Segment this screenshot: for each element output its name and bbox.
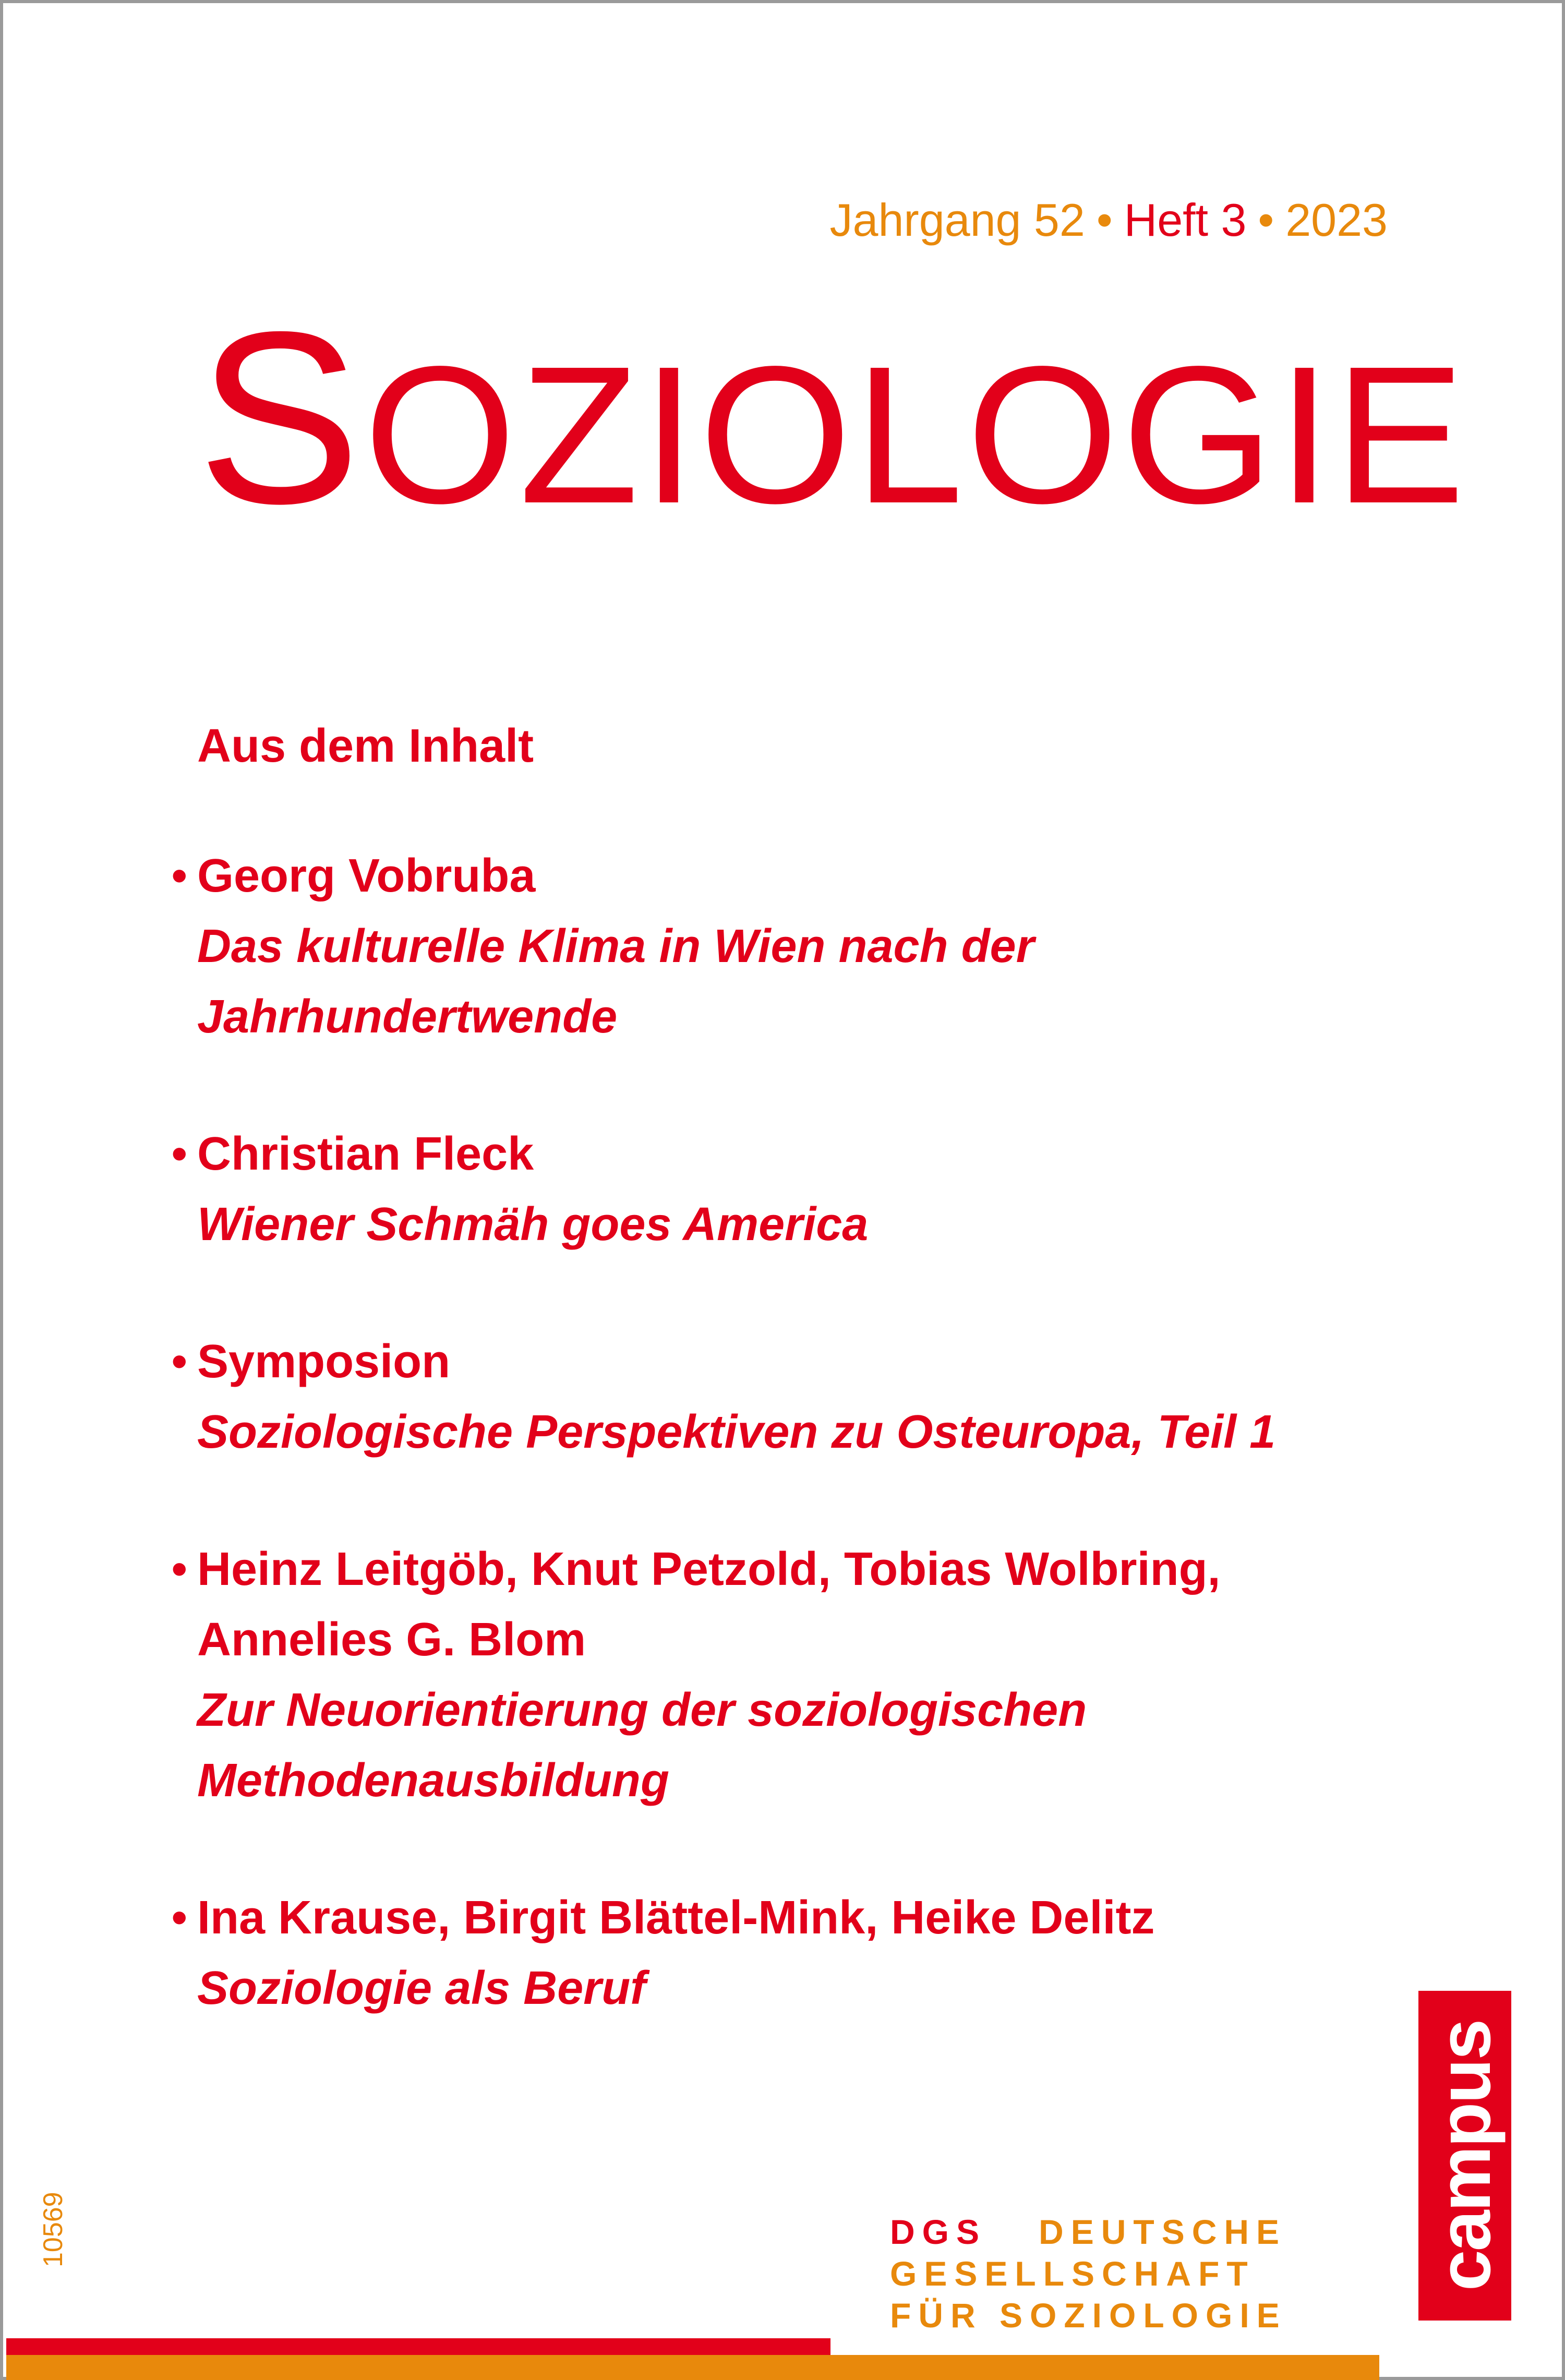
item-title: Wiener Schmäh goes America (197, 1198, 869, 1251)
bullet: • (171, 1128, 188, 1180)
campus-logo-text: campus (1423, 2020, 1506, 2291)
contents-item (171, 841, 1275, 1052)
society-name-2: GESELLSCHAFT (890, 2254, 1255, 2293)
volume: Jahrgang 52 (829, 194, 1085, 246)
item-author: Symposion (197, 1336, 451, 1388)
title-initial: S (197, 281, 364, 555)
item-author: Ina Krause, Birgit Blättel-Mink, Heike Delitz (197, 1892, 1155, 1944)
item-title: Das kulturelle Klima in Wien nach der (197, 920, 1034, 972)
contents-item (171, 1327, 1276, 1468)
item-title: Jahrhundertwende (197, 991, 618, 1043)
item-author: Heinz Leitgöb, Knut Petzold, Tobias Wolbring, (197, 1543, 1221, 1595)
issue-separator: • (1258, 194, 1274, 246)
society-logo (890, 2211, 1287, 2336)
contents-item (171, 1534, 1275, 1816)
item-author: Annelies G. Blom (197, 1614, 586, 1666)
bullet: • (171, 1892, 188, 1944)
bullet: • (171, 1543, 188, 1595)
contents-item (171, 1119, 1275, 1260)
issue-year: 2023 (1285, 194, 1388, 246)
red-stripe (6, 2338, 830, 2357)
item-author: Christian Fleck (197, 1128, 534, 1180)
journal-title (197, 281, 1468, 555)
society-abbr: DGS (890, 2213, 987, 2251)
society-name-1: DEUTSCHE (1039, 2213, 1287, 2251)
item-title: Soziologische Perspektiven zu Osteuropa, Teil 1 (197, 1406, 1276, 1458)
issue-info (830, 194, 1388, 247)
issue-number: Heft 3 (1124, 194, 1247, 246)
orange-stripe (6, 2355, 1379, 2380)
product-code-text: 10569 (38, 2192, 68, 2267)
item-title: Methodenausbildung (197, 1754, 669, 1807)
campus-logo (1418, 1991, 1511, 2321)
contents-heading: Aus dem Inhalt (197, 720, 534, 772)
society-line-1 (890, 2211, 1287, 2253)
issue-separator: • (1096, 194, 1113, 246)
contents-item (171, 1883, 1275, 2024)
bullet: • (171, 850, 188, 902)
item-title: Soziologie als Beruf (197, 1962, 646, 2014)
society-name-3: FÜR SOZIOLOGIE (890, 2296, 1287, 2335)
table-of-contents (171, 718, 1276, 2090)
title-rest: OZIOLOGIE (364, 326, 1468, 544)
bullet: • (171, 1336, 188, 1388)
item-author: Georg Vobruba (197, 850, 536, 902)
item-title: Zur Neuorientierung der soziologischen (197, 1684, 1087, 1736)
